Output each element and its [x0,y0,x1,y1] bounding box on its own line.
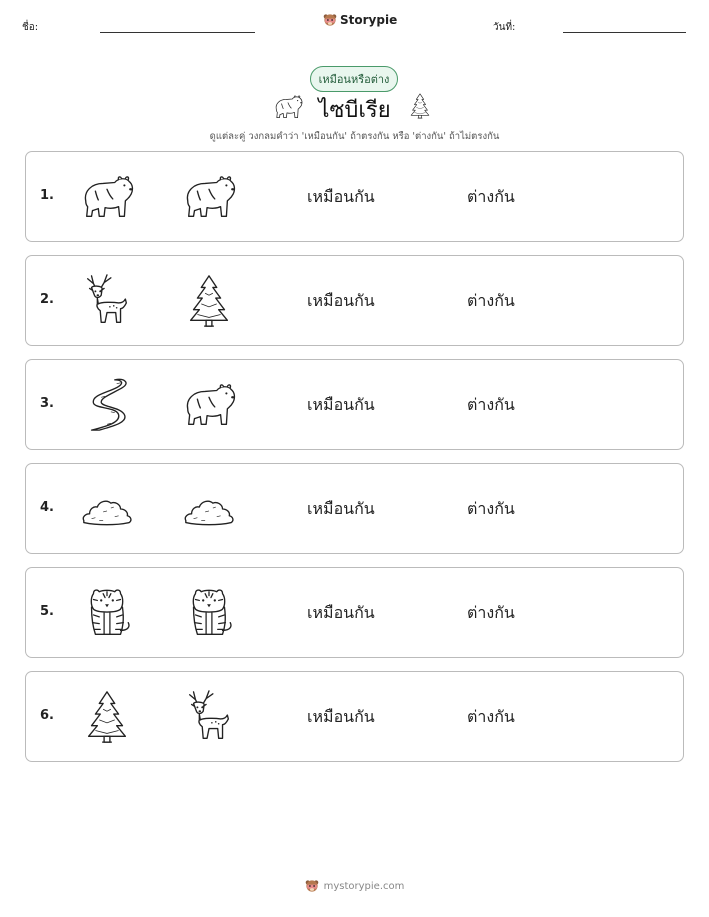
tiger-icon [78,584,136,642]
bear-icon [180,168,238,226]
deer-icon [180,688,238,746]
question-number: 5. [40,604,54,619]
question-card-2 [25,255,684,346]
different-option[interactable]: ต่างกัน [467,707,515,726]
same-option[interactable]: เหมือนกัน [307,187,375,206]
date-line[interactable] [563,32,686,33]
footer-url[interactable]: mystorypie.com [323,880,405,892]
question-card-3 [25,359,684,450]
question-number: 2. [40,292,54,307]
storypie-mascot-icon [323,13,337,27]
river-icon [78,376,136,434]
question-number: 6. [40,708,54,723]
question-number: 4. [40,500,54,515]
bear-icon [78,168,136,226]
different-option[interactable]: ต่างกัน [467,187,515,206]
brand-name: Storypie [340,13,398,27]
instructions: ดูแต่ละคู่ วงกลมคำว่า 'เหมือนกัน' ถ้าตรงกัน หรือ 'ต่างกัน' ถ้าไม่ตรงกัน [209,131,500,142]
question-number: 1. [40,188,54,203]
question-card-5 [25,567,684,658]
pine-tree-icon [78,688,136,746]
question-card-4 [25,463,684,554]
name-label: ชื่อ: [22,22,39,33]
same-option[interactable]: เหมือนกัน [307,603,375,622]
snow-pile-icon [180,480,238,538]
same-option[interactable]: เหมือนกัน [307,291,375,310]
same-option[interactable]: เหมือนกัน [307,499,375,518]
page-title: ไซบีเรีย [318,98,391,123]
footer [0,879,709,893]
pine-tree-icon [180,272,238,330]
question-card-6 [25,671,684,762]
different-option[interactable]: ต่างกัน [467,603,515,622]
deer-icon [78,272,136,330]
bear-icon [180,376,238,434]
storypie-mascot-icon [305,879,319,893]
different-option[interactable]: ต่างกัน [467,499,515,518]
different-option[interactable]: ต่างกัน [467,291,515,310]
brand-logo [323,13,397,27]
different-option[interactable]: ต่างกัน [467,395,515,414]
question-card-1 [25,151,684,242]
snow-pile-icon [78,480,136,538]
same-option[interactable]: เหมือนกัน [307,707,375,726]
same-option[interactable]: เหมือนกัน [307,395,375,414]
pine-tree-icon [406,91,434,121]
question-number: 3. [40,396,54,411]
tiger-icon [180,584,238,642]
date-label: วันที่: [493,22,516,33]
worksheet-type-badge: เหมือนหรือต่าง [310,66,398,92]
name-line[interactable] [100,32,255,33]
